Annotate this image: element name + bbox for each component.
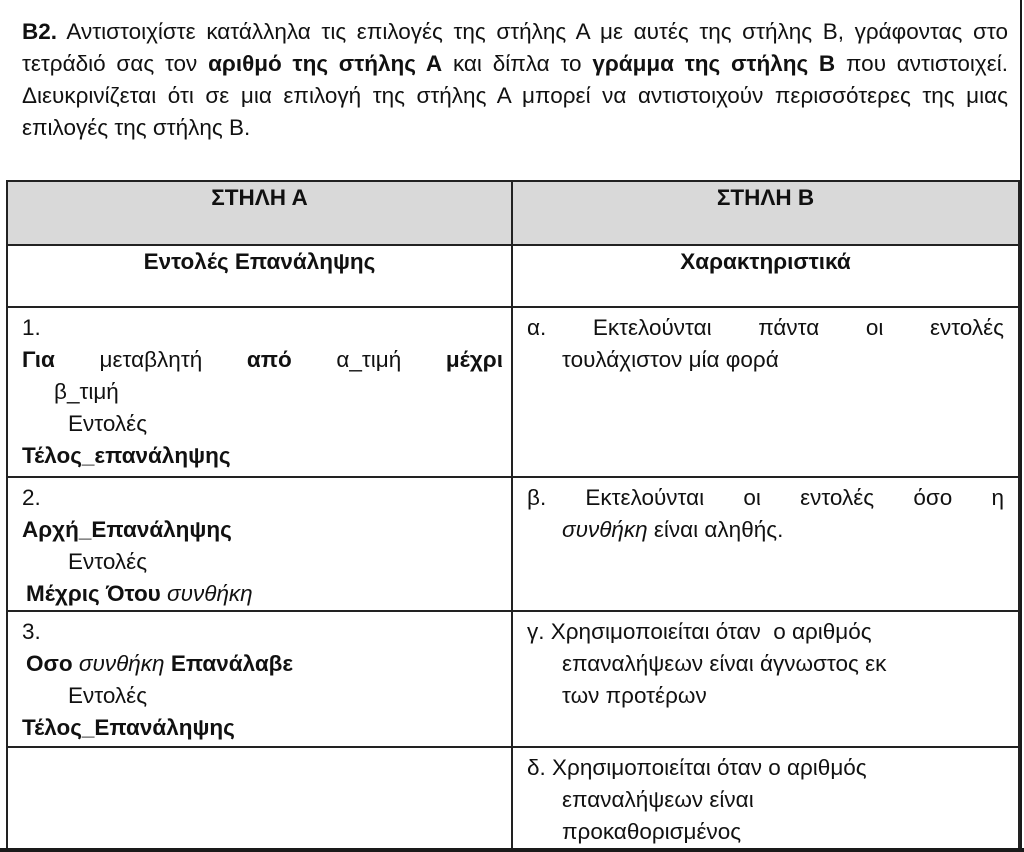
column-a-empty xyxy=(7,747,512,851)
description-word: Εκτελούνται xyxy=(585,485,705,510)
keyword: Τέλος_Επανάληψης xyxy=(22,715,235,740)
table-row xyxy=(7,477,1019,611)
until-line xyxy=(22,578,503,610)
subheader-row xyxy=(7,245,1019,307)
header-row xyxy=(7,181,1019,245)
code-text: Εντολές xyxy=(68,683,148,708)
page-frame-right xyxy=(1020,0,1022,852)
description-text: είναι αληθής. xyxy=(647,517,784,542)
code-text: α_τιμή xyxy=(336,347,402,372)
column-b-item-c xyxy=(512,611,1019,747)
question-bold-column-b: γράμμα της στήλης Β xyxy=(592,51,836,76)
item-number: 3. xyxy=(22,619,41,644)
keyword: Επανάλαβε xyxy=(170,651,294,676)
header-column-a: ΣΤΗΛΗ Α xyxy=(7,181,512,245)
code-text: Εντολές xyxy=(68,411,148,436)
keyword: μέχρι xyxy=(445,347,503,372)
description-line xyxy=(527,482,1004,514)
description-line xyxy=(527,514,1004,546)
condition-text: συνθήκη xyxy=(167,581,253,606)
keyword: Αρχή_Επανάληψης xyxy=(22,517,232,542)
table-row xyxy=(7,611,1019,747)
question-text-part: που αντιστοιχεί. Διευκρινίζεται ότι σε μια επιλογή της στήλης Α μπορεί να αντιστοιχούν περισσότερες της μιας επιλογές της στήλης Β. xyxy=(22,51,1008,140)
description-line: επαναλήψεων είναι άγνωστος εκ xyxy=(562,651,887,676)
code-text: μεταβλητή xyxy=(99,347,203,372)
column-b-item-a xyxy=(512,307,1019,477)
description-word: πάντα xyxy=(758,315,820,340)
page-frame-bottom xyxy=(0,848,1024,852)
item-number: 2. xyxy=(22,485,41,510)
description-line: επαναλήψεων είναι xyxy=(562,787,754,812)
question-text-part: και δίπλα το xyxy=(442,51,593,76)
column-b-item-d xyxy=(512,747,1019,851)
column-a-item-1 xyxy=(7,307,512,477)
matching-table xyxy=(6,180,1020,852)
description-word: οι xyxy=(743,485,761,510)
question-label: Β2. xyxy=(22,19,58,44)
column-a-item-3 xyxy=(7,611,512,747)
description-word: Εκτελούνται xyxy=(592,315,712,340)
header-column-b: ΣΤΗΛΗ Β xyxy=(512,181,1019,245)
item-letter: β. xyxy=(527,485,547,510)
code-text: β_τιμή xyxy=(54,379,119,404)
keyword: Μέχρις Ότου xyxy=(26,581,161,606)
keyword: Οσο xyxy=(26,651,73,676)
description-line: τουλάχιστον μία φορά xyxy=(562,347,779,372)
question-text-part: Αντιστοιχίστε κατάλληλα τις επιλογές της στήλης Α με αυτές της στήλης Β, γράφοντας στο τετράδιό σας τον xyxy=(22,19,1008,76)
description-line xyxy=(527,312,1004,344)
while-line xyxy=(22,648,503,680)
condition-text: συνθήκη xyxy=(562,517,648,542)
item-number: 1. xyxy=(22,315,41,340)
table-row xyxy=(7,747,1019,851)
subheader-column-a: Εντολές Επανάληψης xyxy=(7,245,512,307)
keyword: Για xyxy=(22,347,55,372)
keyword: από xyxy=(246,347,292,372)
description-line: των προτέρων xyxy=(562,683,707,708)
item-letter: α. xyxy=(527,315,547,340)
description-word: εντολές xyxy=(929,315,1004,340)
subheader-column-b: Χαρακτηριστικά xyxy=(512,245,1019,307)
code-text: Εντολές xyxy=(68,549,148,574)
description-line: προκαθορισμένος xyxy=(562,819,742,844)
condition-text: συνθήκη xyxy=(78,651,165,676)
column-a-item-2 xyxy=(7,477,512,611)
description-word: η xyxy=(991,485,1004,510)
keyword: Τέλος_επανάληψης xyxy=(22,443,231,468)
table-row xyxy=(7,307,1019,477)
description-word: όσο xyxy=(913,485,953,510)
column-b-item-b xyxy=(512,477,1019,611)
description-line: δ. Χρησιμοποιείται όταν ο αριθμός xyxy=(527,755,867,780)
question-bold-column-a: αριθμό της στήλης Α xyxy=(208,51,443,76)
description-word: οι xyxy=(865,315,884,340)
description-line: γ. Χρησιμοποιείται όταν ο αριθμός xyxy=(527,619,872,644)
question-text xyxy=(22,16,1008,144)
for-loop-line xyxy=(22,344,503,376)
description-word: εντολές xyxy=(800,485,875,510)
